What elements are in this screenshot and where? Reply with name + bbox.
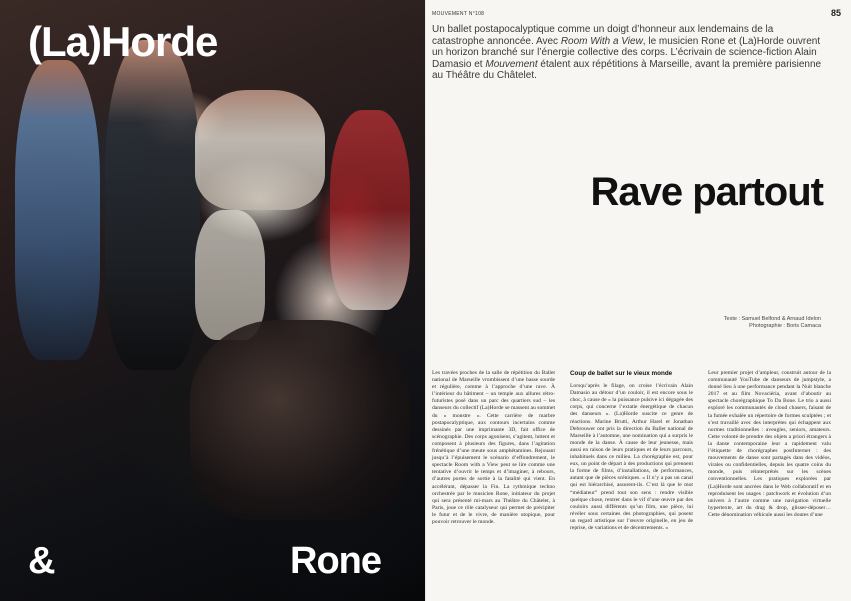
credit-text: Texte : Samuel Belfond & Arnaud Idelon xyxy=(723,316,821,322)
body-column-2 xyxy=(570,370,693,536)
photo-title-rone: Rone xyxy=(290,540,381,582)
lead-paragraph: Un ballet postapocalyptique comme un doigt d’honneur aux lendemains de la catastrophe annoncée. Avec Room With a View, le musicien Rone et (La)Horde ouvrent un horizon branché sur l’énergie collective des corps. L’écrivain de science-fiction Alain Damasio et Mouvement étalent aux répétitions à Marseille, avant la première parisienne au Théâtre du Châtelet. xyxy=(432,24,822,81)
running-head: MOUVEMENT N°108 xyxy=(432,11,485,17)
photo-title-ampersand: & xyxy=(28,540,55,582)
dancer-figure xyxy=(195,210,265,340)
body-paragraph: Les travées proches de la salle de répétition du Ballet national de Marseille vrombissent d’une basse sourde et régulière, comme à l’approche d’une rave. À l’intérieur du bâtiment – un temple aux allures rétro-futuristes posé dans un parc des quartiers sud – les danseurs du collectif (La)Horde se massent au sommet du « monstre ». Cette carrière de marbre postapocalyptique, aux contours incertains comme dessinés par une imprimante 3D, fait office de scénographie. Des corps agonisent, s’agitent, luttent et composent à plusieurs des figures, dans l’agitation frénétique d’une meute sous amphétamines. Rejouant jusqu’à l’épuisement le scénario d’effondrement, le spectacle Room with a View peut se lire comme une tentative d’ouvrir le temps et d’imaginer, à rebours, d’autres portes de sortie à la fatalité qui vient. En accélérant, dépasser la Fin. La rythmique techno orchestrée par le musicien Rone, initiateur du projet qui sera présenté mi-mars au Théâtre du Châtelet, à Paris, joue ce rôle catalyseur qui permet de précipiter le futur et de le vivre, de manière utopique, pour pouvoir retrouver le monde. xyxy=(432,370,555,525)
article-title: Rave partout xyxy=(590,170,823,214)
cover-photo xyxy=(0,0,425,601)
dancer-figure xyxy=(15,60,100,360)
lead-italic-magazine: Mouvement xyxy=(485,58,538,70)
body-paragraph: Leur premier projet d’ampleur, construit autour de la communauté YouTube de danseurs de jumpstyle, a donné lieu à une performance pendant la Nuit blanche 2017 et au film Novaciéria, avant d’aboutir au spectacle chorégraphique To Da Bone. Le trio a aussi exploré les communautés de cloud chasers, faisant de la fumée exhalée un répertoire de formes sculptées ; et s’est travaillé avec des interprètes qui échappent aux normes traditionnelles : aveugles, seniors, amateurs. Cette volonté de prendre des objets a priori étrangers à la danse contemporaine leur a rapidement valu l’étiquette de chorégraphes postInternet : des mouvements de danse sont partagés dans des vidéos, virales ou confidentielles, depuis les quatre coins du monde, puis réinterprétés sur les scènes conventionnelles. Les pratiques explorées par (La)Horde sont ancrées dans le Web collaboratif et en reproduisent les usages : patchwork et évolution d’un univers à l’autre comme une navigation virtuelle hypertexte, art du drag & drop, glisser-déposer… Cette dénomination véhicule aussi les doutes d’une xyxy=(708,370,831,518)
dancer-figure xyxy=(330,110,410,310)
body-column-3 xyxy=(708,370,831,523)
section-subhead: Coup de ballet sur le vieux monde xyxy=(570,370,673,377)
body-paragraph: Lorsqu’après le filage, on croise l’écrivain Alain Damasio au détour d’un couloir, il est encore sous le choc, à cause de « la puissance pulsive ici dégagée des corps, qui concerne l’extatie énergétique de chacun des danseurs ». (La)Horde suscite ce genre de réactions. Marine Brutti, Arthur Harel et Jonathan Debrouwer ont pris la direction du Ballet national de Marseille à l’automne, une nomination qui a surpris le monde de la danse. À cause de leur jeunesse, mais aussi en raison de leurs pratiques et de leurs parcours, inhabituels dans ce milieu. La chorégraphie est, pour eux, un point de départ à des productions qui prennent la forme de films, d’installations, de performances, autant que de pièces scéniques. « Il n’y a pas un canal qui est hiérarchisé, assurent-ils. C’est là que le mot “médiateur” prend tout son sens : rendre visible quelque chose, rentrer dans le vif d’une œuvre par des couloirs aussi différents qu’un film, une pièce, lui révéler sous certaines des photographies, qui posent un regard artistique sur l’œuvre originelle, en jeu de reprise, de variations et de décentrements. » xyxy=(570,383,693,531)
credit-photo: Photographie : Boris Camaca xyxy=(749,323,821,329)
dancer-figure xyxy=(190,320,410,520)
page-number: 85 xyxy=(830,8,841,18)
lead-italic-title: Room With a View xyxy=(560,35,643,47)
photo-title-lahorde: (La)Horde xyxy=(28,18,218,65)
dancer-figure xyxy=(195,90,325,210)
dancer-figure xyxy=(105,40,200,370)
body-column-1 xyxy=(432,370,555,530)
credits xyxy=(724,316,821,330)
